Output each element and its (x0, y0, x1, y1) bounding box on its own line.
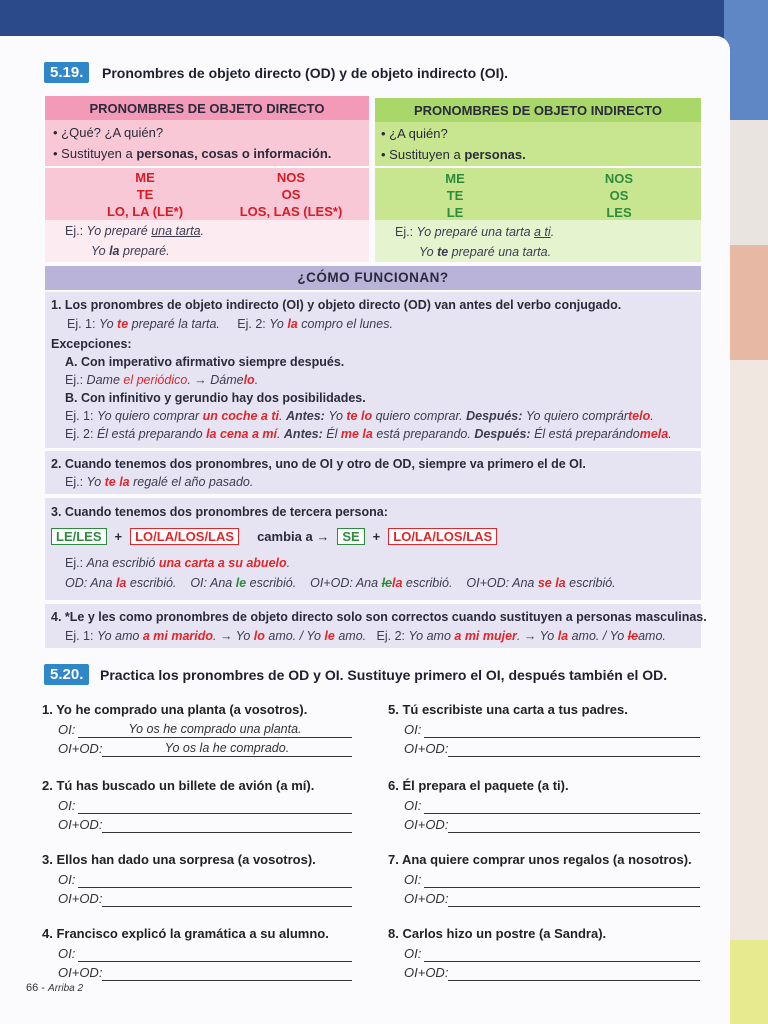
lo-la-box: LO/LA/LOS/LAS (130, 528, 239, 545)
exception-b: B. Con infinitivo y gerundio hay dos posibilidades. (65, 391, 366, 405)
exercise-question: 1. Yo he comprado una planta (a vosotros). (42, 702, 308, 717)
oi-label: OI: (404, 798, 422, 813)
exercise-question: 5. Tú escribiste una carta a tus padres. (388, 702, 628, 717)
rule-1-example: Ej. 1: Yo te preparé la tarta. Ej. 2: Yo la compro el lunes. (67, 317, 393, 331)
exercise-question: 4. Francisco explicó la gramática a su alumno. (42, 926, 329, 941)
oi-answer-field[interactable] (78, 724, 352, 738)
rule-3: 3. Cuando tenemos dos pronombres de tercera persona: (51, 505, 388, 519)
oi-od-answer-field[interactable] (448, 893, 700, 907)
rule-1: 1. Los pronombres de objeto indirecto (OI) y objeto directo (OD) van antes del verbo conjugado. (51, 298, 622, 312)
exercise-question: 6. Él prepara el paquete (a ti). (388, 778, 569, 793)
oi-answer-field[interactable] (78, 874, 352, 888)
answer-text: Yo os la he comprado. (164, 741, 290, 755)
oi-table (375, 98, 701, 262)
oi-bullet-1: • ¿A quién? (381, 126, 448, 141)
oi-od-label: OI+OD: (404, 741, 449, 756)
oi-answer-field[interactable] (424, 724, 700, 738)
page-number: 66 (26, 982, 39, 994)
oi-od-label: OI+OD: (58, 741, 103, 756)
rule-1-block (45, 292, 701, 448)
le-les-box: LE/LES (51, 528, 107, 545)
section-title-519: Pronombres de objeto directo (OD) y de objeto indirecto (OI). (102, 65, 509, 81)
oi-label: OI: (404, 946, 422, 961)
oi-answer-field[interactable] (78, 948, 352, 962)
plus-sign: + (114, 529, 123, 544)
section-title-520: Practica los pronombres de OD y OI. Sustituye primero el OI, después también el OD. (100, 667, 668, 683)
rule-3-example-line-2: OD: Ana la escribió. OI: Ana le escribió. OI+OD: Ana lela escribió. OI+OD: Ana se la escribió. (65, 576, 616, 590)
page-edge (724, 0, 768, 1024)
oi-label: OI: (58, 872, 76, 887)
exception-a-example: Ej.: Dame el periódico. → Dámelo. (65, 373, 259, 387)
oi-answer-field[interactable] (424, 800, 700, 814)
oi-pronouns-plural: NOS OS LES (604, 171, 634, 220)
oi-od-label: OI+OD: (58, 891, 103, 906)
oi-label: OI: (58, 722, 76, 737)
section-number-520: 5.20. (44, 664, 89, 685)
oi-answer-field[interactable] (424, 874, 700, 888)
oi-od-label: OI+OD: (404, 891, 449, 906)
crossed-le-2: le (627, 629, 639, 643)
exception-a: A. Con imperativo afirmativo siempre después. (65, 355, 345, 369)
exception-b-example-2: Ej. 2: Él está preparando la cena a mí. Antes: Él me la está preparando. Después: Él está preparándomela. (65, 427, 672, 441)
oi-od-answer-field[interactable] (102, 819, 352, 833)
oi-od-answer-field[interactable] (102, 967, 352, 981)
rule-2: 2. Cuando tenemos dos pronombres, uno de OI y otro de OD, siempre va primero el de OI. (51, 457, 586, 471)
oi-label: OI: (58, 946, 76, 961)
rule-3-block (45, 498, 701, 600)
plus-sign-2: + (372, 529, 381, 544)
rule-3-example: Ej.: Ana escribió una carta a su abuelo. (65, 556, 291, 570)
oi-od-label: OI+OD: (58, 965, 103, 980)
cambia-text: cambia a → (257, 529, 330, 544)
exceptions-heading: Excepciones: (51, 337, 132, 351)
oi-bullet-2: • Sustituyen a personas. (381, 147, 526, 162)
oi-od-answer-field[interactable] (102, 743, 352, 757)
od-pronouns-plural: NOS OS LOS, LAS (LES*) (239, 170, 343, 219)
rule-3-formula (51, 528, 497, 545)
od-pronouns-singular: ME TE LO, LA (LE*) (106, 170, 184, 219)
od-bullet-2: • Sustituyen a personas, cosas o información. (53, 146, 332, 161)
section-number-519: 5.19. (44, 62, 89, 83)
workbook-page (0, 36, 730, 1024)
oi-answer-field[interactable] (78, 800, 352, 814)
rule-2-block (45, 451, 701, 494)
lo-la-box-2: LO/LA/LOS/LAS (388, 528, 497, 545)
exercise-question: 2. Tú has buscado un billete de avión (a mí). (42, 778, 315, 793)
oi-od-answer-field[interactable] (448, 819, 700, 833)
od-header: PRONOMBRES DE OBJETO DIRECTO (45, 96, 369, 120)
oi-od-answer-field[interactable] (448, 967, 700, 981)
rule-4-block (45, 604, 707, 648)
rule-2-example: Ej.: Yo te la regalé el año pasado. (65, 475, 254, 489)
exercise-question: 7. Ana quiere comprar unos regalos (a nosotros). (388, 852, 692, 867)
oi-example-1: Ej.: Yo preparé una tarta a ti. (395, 225, 555, 239)
oi-pronouns-singular: ME TE LE (445, 171, 465, 220)
od-table (45, 96, 369, 262)
oi-example-2: Yo te preparé una tarta. (419, 245, 552, 259)
oi-od-answer-field[interactable] (102, 893, 352, 907)
book-title: Arriba 2 (48, 983, 84, 994)
rule-4-example: Ej. 1: Yo amo a mi marido. → Yo lo amo. / Yo le amo. Ej. 2: Yo amo a mi mujer. → Yo la amo. / Yo leamo. (65, 629, 666, 643)
answer-text: Yo os he comprado una planta. (128, 722, 302, 736)
oi-label: OI: (58, 798, 76, 813)
od-bullet-1: • ¿Qué? ¿A quién? (53, 125, 164, 140)
oi-od-label: OI+OD: (404, 817, 449, 832)
exercise-question: 3. Ellos han dado una sorpresa (a vosotros). (42, 852, 316, 867)
oi-od-label: OI+OD: (58, 817, 103, 832)
od-example-1: Ej.: Yo preparé una tarta. (65, 224, 205, 238)
exercise-question: 8. Carlos hizo un postre (a Sandra). (388, 926, 607, 941)
oi-od-answer-field[interactable] (448, 743, 700, 757)
se-box: SE (337, 528, 364, 545)
exception-b-example-1: Ej. 1: Yo quiero comprar un coche a ti. Antes: Yo te lo quiero comprar. Después: Yo quiero comprártelo. (65, 409, 654, 423)
oi-od-label: OI+OD: (404, 965, 449, 980)
oi-label: OI: (404, 872, 422, 887)
oi-header: PRONOMBRES DE OBJETO INDIRECTO (375, 98, 701, 122)
crossed-le: le (381, 576, 392, 590)
oi-label: OI: (404, 722, 422, 737)
od-example-2: Yo la preparé. (91, 244, 170, 258)
como-funcionan-header: ¿CÓMO FUNCIONAN? (45, 266, 701, 290)
rule-4: 4. *Le y les como pronombres de objeto directo solo son correctos cuando sustituyen a personas masculinas. (51, 610, 707, 624)
oi-answer-field[interactable] (424, 948, 700, 962)
page-footer: 66 - Arriba 2 (26, 982, 84, 994)
